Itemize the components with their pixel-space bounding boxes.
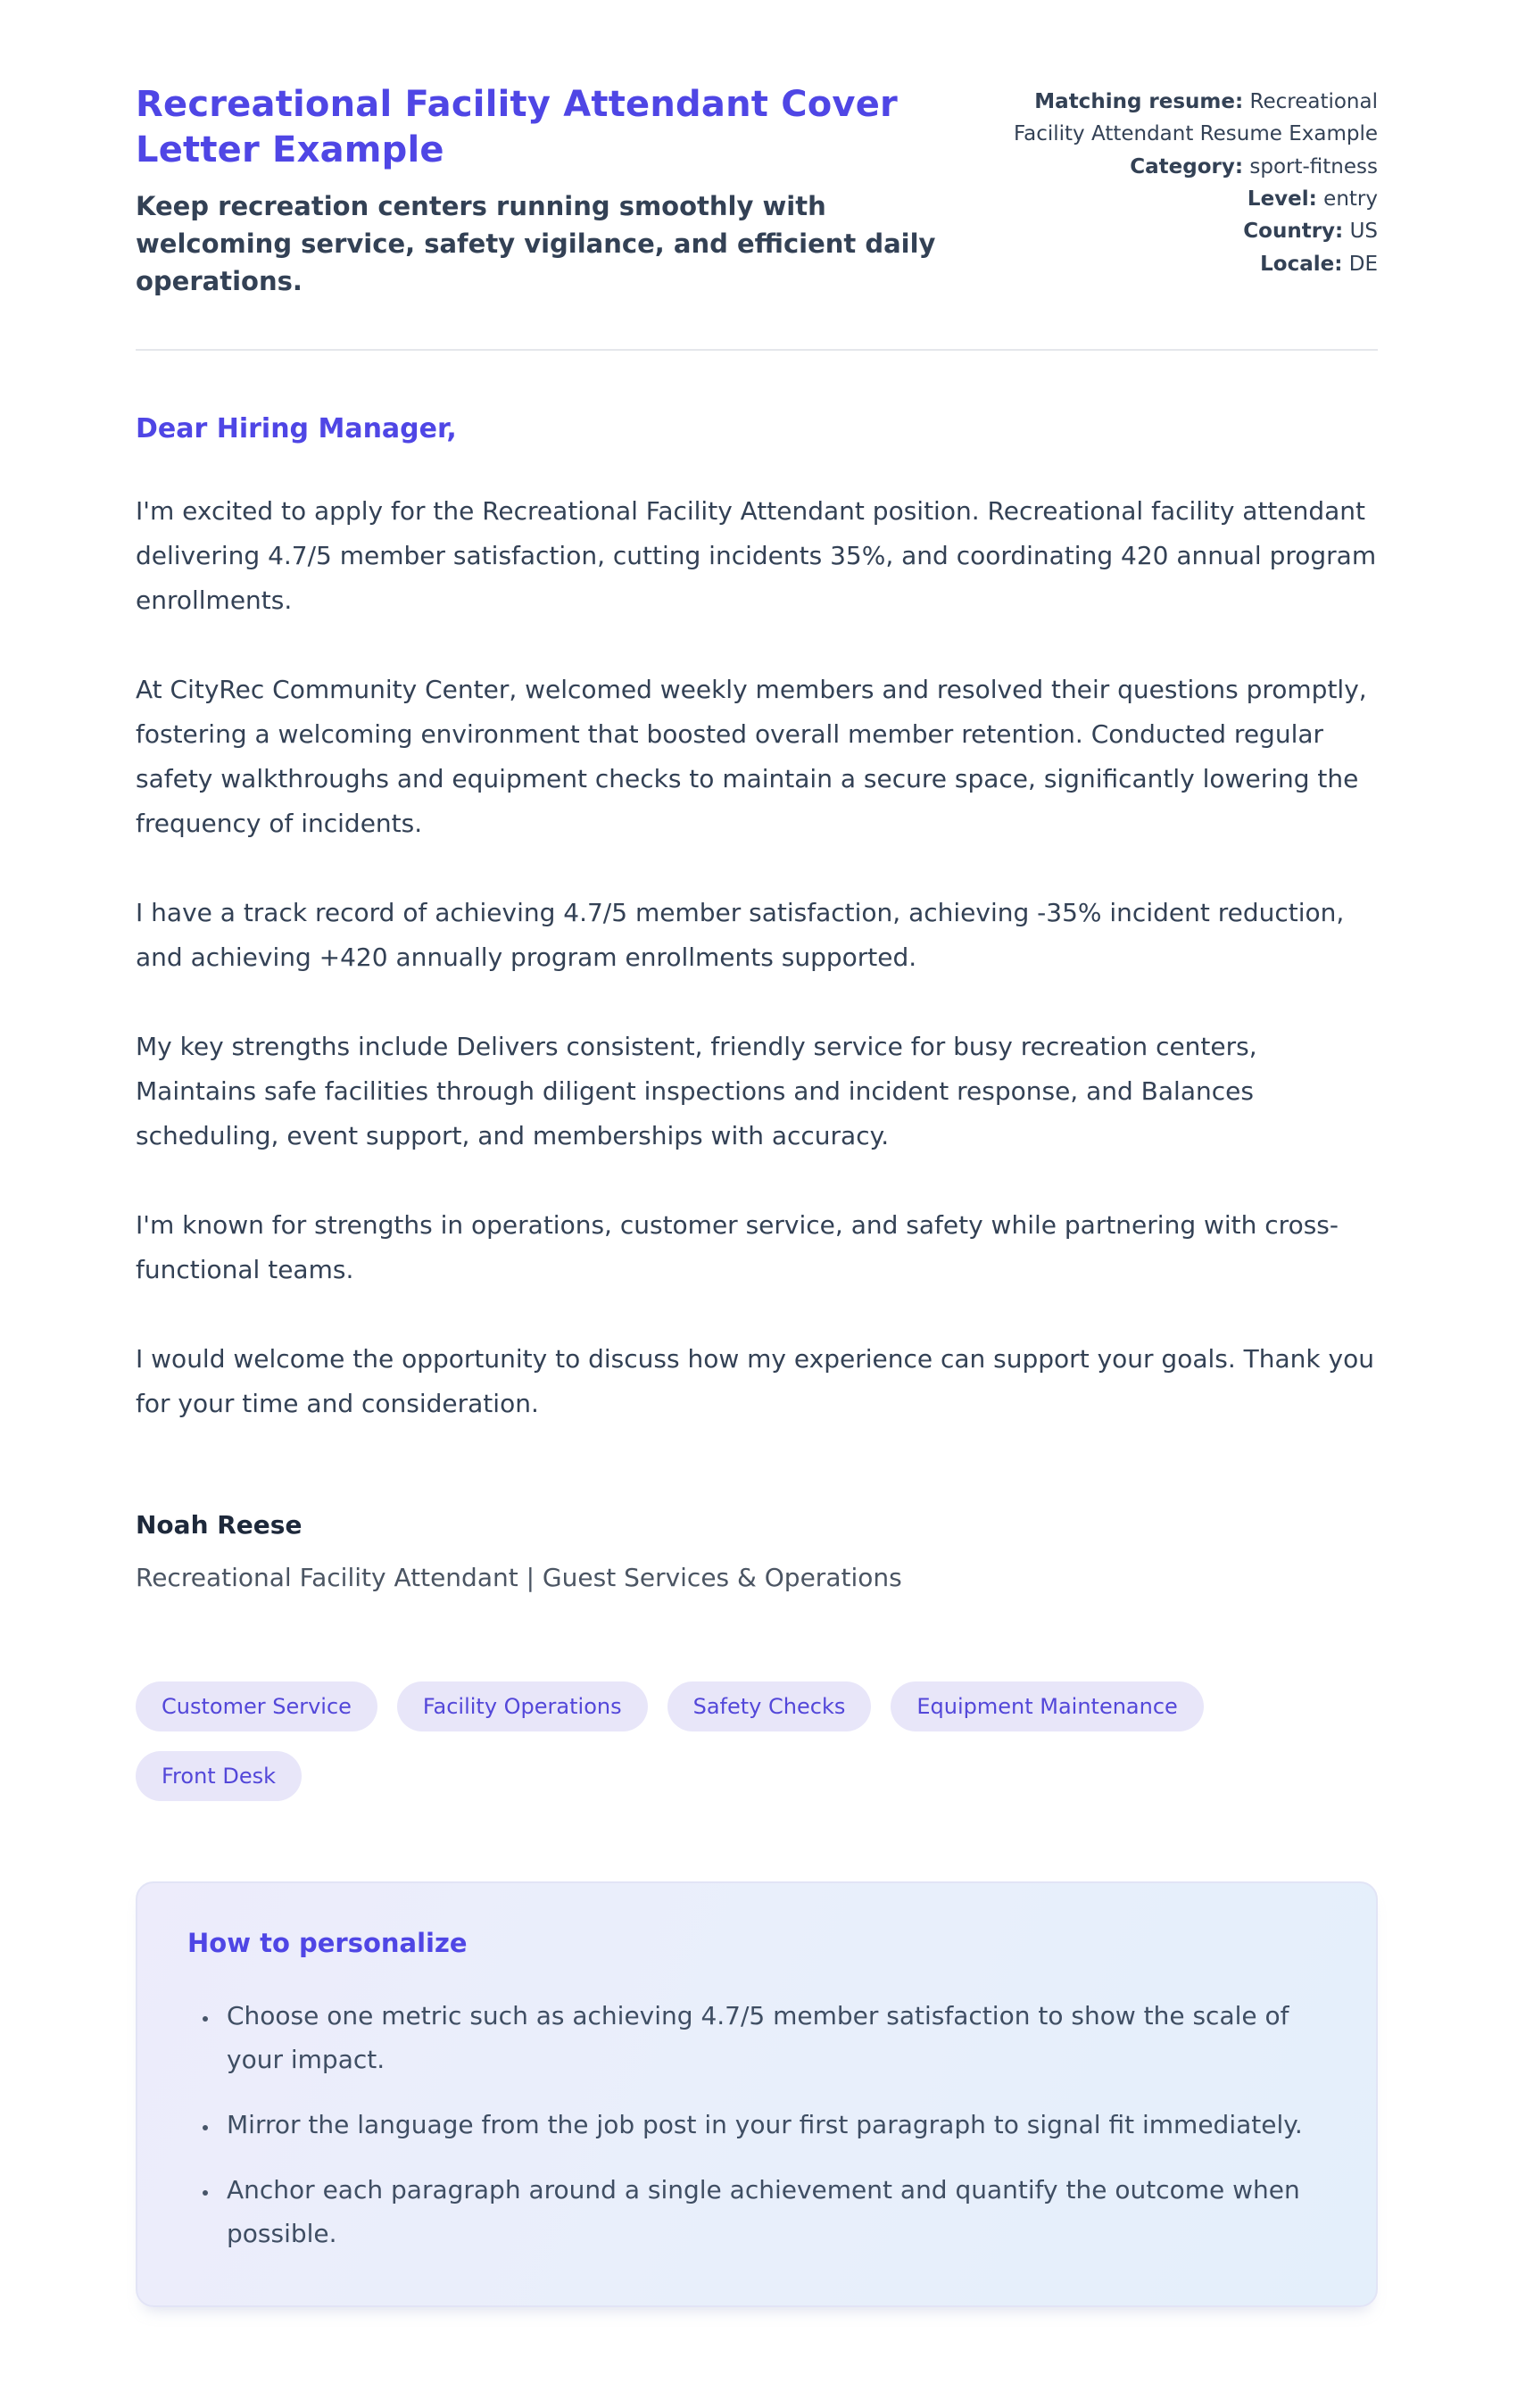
letter-paragraph: I'm known for strengths in operations, customer service, and safety while partnering with cross-functional teams. (136, 1209, 1339, 1284)
tag-chip-front-desk[interactable]: Front Desk (136, 1751, 302, 1801)
meta-category-label: Category: (1130, 154, 1244, 179)
personalize-box (136, 1881, 1378, 2307)
meta-matching-resume-value: Recreational Facility Attendant Resume Example (1014, 90, 1378, 146)
personalize-tip-list (187, 1994, 1324, 2255)
letter-paragraph: I have a track record of achieving 4.7/5 member satisfaction, achieving -35% incident reduction, and achieving +420 annually program enrollments supported. (136, 897, 1345, 972)
personalize-title: How to personalize (187, 1927, 468, 1958)
meta-category (1010, 151, 1378, 183)
meta-locale-label: Locale: (1260, 252, 1343, 276)
letter-paragraph: My key strengths include Delivers consistent, friendly service for busy recreation centers, Maintains safe facilities through diligent inspections and incident response, and Balances scheduling, event support, and memberships with accuracy. (136, 1031, 1257, 1150)
tag-chip-customer-service[interactable]: Customer Service (136, 1681, 377, 1731)
header-divider (136, 349, 1378, 351)
personalize-tip: • Choose one metric such as achieving 4.7/5 member satisfaction to show the scale of your impact. (220, 1994, 1324, 2081)
letter-paragraph: At CityRec Community Center, welcomed weekly members and resolved their questions promptly, fostering a welcoming environment that boosted overall member retention. Conducted regular safety walkthroughs and equipment checks to maintain a secure space, significantly lowering the frequency of incidents. (136, 674, 1367, 838)
header-title-block (136, 82, 974, 301)
meta-locale-value: DE (1348, 252, 1378, 276)
personalize-tip: • Mirror the language from the job post in your first paragraph to signal fit immediately. (220, 2103, 1324, 2146)
meta-level-label: Level: (1247, 187, 1317, 211)
page-header (136, 82, 1378, 301)
signature-name: Noah Reese (136, 1509, 303, 1540)
tag-list (136, 1681, 1378, 1801)
letter-greeting: Dear Hiring Manager, (136, 412, 457, 444)
meta-country-label: Country: (1243, 220, 1344, 244)
meta-matching-resume-label: Matching resume: (1034, 90, 1244, 113)
page-subtitle: Keep recreation centers running smoothly with welcoming service, safety vigilance, and efficient daily operations. (136, 191, 936, 297)
tag-chip-facility-operations[interactable]: Facility Operations (397, 1681, 648, 1731)
meta-level (1010, 183, 1378, 215)
letter-paragraph: I'm excited to apply for the Recreational Facility Attendant position. Recreational facility attendant delivering 4.7/5 member satisfaction, cutting incidents 35%, and coordinating 420 annual program enrollments. (136, 495, 1377, 615)
letter-body (136, 413, 1378, 1592)
meta-country-value: US (1349, 220, 1378, 244)
meta-level-value: entry (1323, 187, 1378, 211)
page-title: Recreational Facility Attendant Cover Letter Example (136, 84, 898, 171)
meta-category-value: sport-fitness (1249, 154, 1378, 179)
meta-country (1010, 215, 1378, 247)
header-meta-block (1010, 82, 1378, 301)
tag-chip-safety-checks[interactable]: Safety Checks (667, 1681, 872, 1731)
meta-matching-resume (1010, 86, 1378, 151)
letter-paragraph: I would welcome the opportunity to discuss how my experience can support your goals. Thank you for your time and consideration. (136, 1343, 1374, 1418)
tag-chip-equipment-maintenance[interactable]: Equipment Maintenance (891, 1681, 1203, 1731)
personalize-tip: • Anchor each paragraph around a single achievement and quantify the outcome when possible. (220, 2168, 1324, 2255)
signature-role: Recreational Facility Attendant | Guest Services & Operations (136, 1562, 902, 1592)
meta-locale (1010, 248, 1378, 280)
